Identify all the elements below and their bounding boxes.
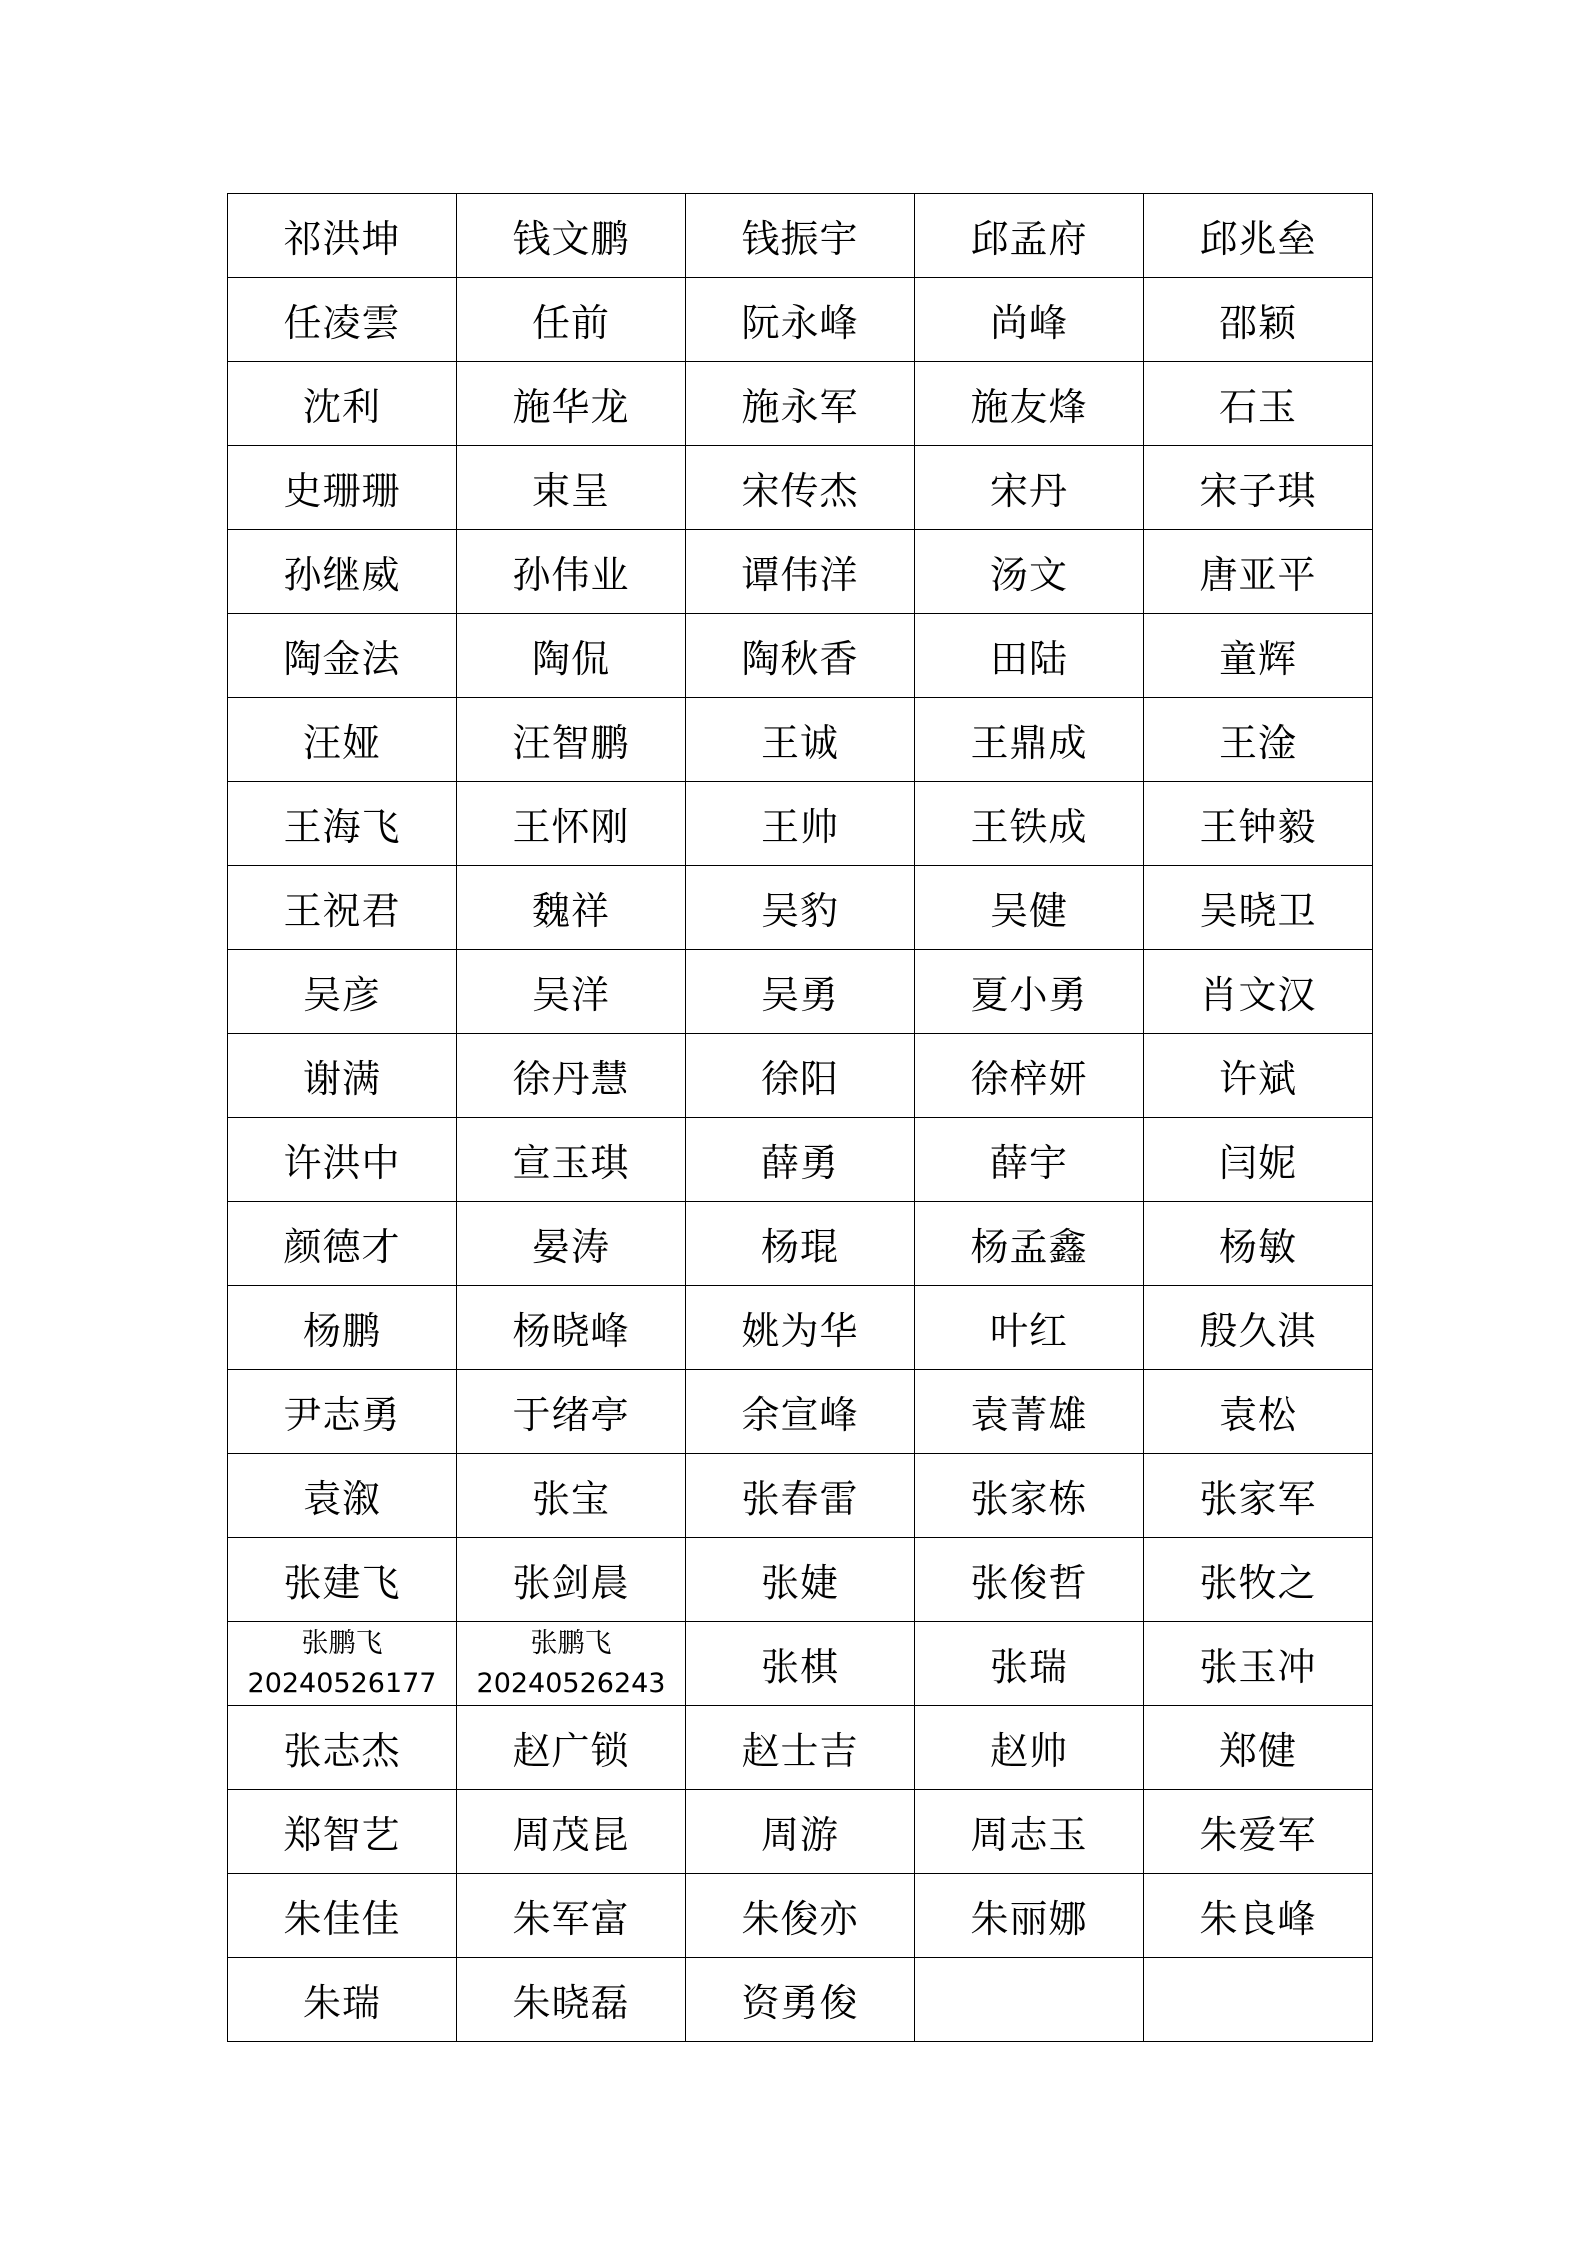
- cell-name: 张鹏飞: [301, 1627, 383, 1659]
- table-cell: 夏小勇: [915, 950, 1144, 1034]
- table-cell: 徐梓妍: [915, 1034, 1144, 1118]
- table-cell: 杨敏: [1144, 1202, 1373, 1286]
- table-row: [228, 1454, 1373, 1538]
- table-cell: 谭伟洋: [686, 530, 915, 614]
- table-cell: 周志玉: [915, 1790, 1144, 1874]
- table-row: [228, 446, 1373, 530]
- table-cell: 叶红: [915, 1286, 1144, 1370]
- table-cell: 吴洋: [457, 950, 686, 1034]
- table-cell: 张剑晨: [457, 1538, 686, 1622]
- table-row: [228, 1286, 1373, 1370]
- table-row: [228, 362, 1373, 446]
- table-row: [228, 782, 1373, 866]
- table-cell: 沈利: [228, 362, 457, 446]
- table-cell: 朱良峰: [1144, 1874, 1373, 1958]
- table-cell: 姚为华: [686, 1286, 915, 1370]
- table-cell: 杨鹏: [228, 1286, 457, 1370]
- table-row: [228, 698, 1373, 782]
- table-cell: 张俊哲: [915, 1538, 1144, 1622]
- table-cell: 汪智鹏: [457, 698, 686, 782]
- table-cell: 任凌雲: [228, 278, 457, 362]
- table-cell: 徐丹慧: [457, 1034, 686, 1118]
- table-cell: 史珊珊: [228, 446, 457, 530]
- table-cell: 孙继威: [228, 530, 457, 614]
- table-cell: 许洪中: [228, 1118, 457, 1202]
- table-cell: 张春雷: [686, 1454, 915, 1538]
- table-cell: 汤文: [915, 530, 1144, 614]
- table-cell: 陶秋香: [686, 614, 915, 698]
- table-row: [228, 1622, 1373, 1706]
- table-cell: 吴彦: [228, 950, 457, 1034]
- cell-id-number: 20240526177: [247, 1667, 437, 1699]
- table-cell: 杨孟鑫: [915, 1202, 1144, 1286]
- table-cell: 田陆: [915, 614, 1144, 698]
- table-cell: 吴豹: [686, 866, 915, 950]
- table-cell: [228, 1622, 457, 1706]
- table-cell: 邱兆垒: [1144, 194, 1373, 278]
- table-cell: 张家军: [1144, 1454, 1373, 1538]
- table-cell: 王铁成: [915, 782, 1144, 866]
- table-row: [228, 1706, 1373, 1790]
- table-cell: 资勇俊: [686, 1958, 915, 2042]
- table-cell: 宋子琪: [1144, 446, 1373, 530]
- table-cell: 施华龙: [457, 362, 686, 446]
- table-cell: 朱军富: [457, 1874, 686, 1958]
- table-row: [228, 1034, 1373, 1118]
- table-cell: 宋传杰: [686, 446, 915, 530]
- table-cell: 王钟毅: [1144, 782, 1373, 866]
- table-row: [228, 1538, 1373, 1622]
- table-cell: 朱俊亦: [686, 1874, 915, 1958]
- table-cell: 张牧之: [1144, 1538, 1373, 1622]
- table-cell: 郑健: [1144, 1706, 1373, 1790]
- table-cell: 袁溆: [228, 1454, 457, 1538]
- table-cell: 朱爱军: [1144, 1790, 1373, 1874]
- table-cell: 王诚: [686, 698, 915, 782]
- table-cell: 孙伟业: [457, 530, 686, 614]
- table-cell: 阮永峰: [686, 278, 915, 362]
- table-cell: 吴健: [915, 866, 1144, 950]
- table-cell: 周游: [686, 1790, 915, 1874]
- table-cell: 张家栋: [915, 1454, 1144, 1538]
- table-cell: 余宣峰: [686, 1370, 915, 1454]
- table-cell: 朱佳佳: [228, 1874, 457, 1958]
- table-row: [228, 1790, 1373, 1874]
- table-row: [228, 950, 1373, 1034]
- table-cell: 徐阳: [686, 1034, 915, 1118]
- table-cell: 宣玉琪: [457, 1118, 686, 1202]
- table-cell: 祁洪坤: [228, 194, 457, 278]
- table-cell: 邱孟府: [915, 194, 1144, 278]
- table-cell: 王祝君: [228, 866, 457, 950]
- table-cell: 任前: [457, 278, 686, 362]
- table-row: [228, 1958, 1373, 2042]
- table-cell: 朱丽娜: [915, 1874, 1144, 1958]
- table-cell: 施友烽: [915, 362, 1144, 446]
- table-cell: 张婕: [686, 1538, 915, 1622]
- table-cell: 赵帅: [915, 1706, 1144, 1790]
- table-row: [228, 614, 1373, 698]
- table-cell: 王鼎成: [915, 698, 1144, 782]
- table-cell: 张宝: [457, 1454, 686, 1538]
- table-cell: 宋丹: [915, 446, 1144, 530]
- table-cell: [1144, 1958, 1373, 2042]
- table-cell: 张志杰: [228, 1706, 457, 1790]
- table-cell: 张瑞: [915, 1622, 1144, 1706]
- table-row: [228, 866, 1373, 950]
- table-cell: 施永军: [686, 362, 915, 446]
- table-cell: 尚峰: [915, 278, 1144, 362]
- table-cell: 杨晓峰: [457, 1286, 686, 1370]
- table-cell: 童辉: [1144, 614, 1373, 698]
- table-cell: 袁松: [1144, 1370, 1373, 1454]
- table-cell: 晏涛: [457, 1202, 686, 1286]
- table-cell: 吴勇: [686, 950, 915, 1034]
- cell-id-number: 20240526243: [476, 1667, 666, 1699]
- table-cell: 朱晓磊: [457, 1958, 686, 2042]
- table-cell: 陶金法: [228, 614, 457, 698]
- table-cell: 钱振宇: [686, 194, 915, 278]
- table-cell: 吴晓卫: [1144, 866, 1373, 950]
- table-cell: 周茂昆: [457, 1790, 686, 1874]
- table-cell: 许斌: [1144, 1034, 1373, 1118]
- table-cell: 谢满: [228, 1034, 457, 1118]
- table-cell: 赵广锁: [457, 1706, 686, 1790]
- table-row: [228, 1874, 1373, 1958]
- table-cell: 钱文鹏: [457, 194, 686, 278]
- table-cell: [457, 1622, 686, 1706]
- table-cell: 魏祥: [457, 866, 686, 950]
- table-row: [228, 530, 1373, 614]
- table-cell: 邵颖: [1144, 278, 1373, 362]
- table-cell: 袁菁雄: [915, 1370, 1144, 1454]
- table-cell: 王海飞: [228, 782, 457, 866]
- name-roster-table: [227, 193, 1373, 2042]
- table-cell: 汪娅: [228, 698, 457, 782]
- table-cell: 石玉: [1144, 362, 1373, 446]
- table-cell: 王淦: [1144, 698, 1373, 782]
- table-row: [228, 194, 1373, 278]
- table-cell: 王帅: [686, 782, 915, 866]
- table-row: [228, 1370, 1373, 1454]
- table-row: [228, 1118, 1373, 1202]
- table-cell: 张建飞: [228, 1538, 457, 1622]
- table-cell: 张棋: [686, 1622, 915, 1706]
- table-cell: 郑智艺: [228, 1790, 457, 1874]
- table-cell: [915, 1958, 1144, 2042]
- table-cell: 束呈: [457, 446, 686, 530]
- roster-body: [228, 194, 1373, 2042]
- table-cell: 朱瑞: [228, 1958, 457, 2042]
- table-cell: 王怀刚: [457, 782, 686, 866]
- table-cell: 陶侃: [457, 614, 686, 698]
- table-cell: 尹志勇: [228, 1370, 457, 1454]
- table-cell: 颜德才: [228, 1202, 457, 1286]
- table-row: [228, 1202, 1373, 1286]
- table-cell: 于绪亭: [457, 1370, 686, 1454]
- table-cell: 唐亚平: [1144, 530, 1373, 614]
- table-cell: 薛勇: [686, 1118, 915, 1202]
- table-cell: 闫妮: [1144, 1118, 1373, 1202]
- cell-name: 张鹏飞: [530, 1627, 612, 1659]
- table-cell: 殷久淇: [1144, 1286, 1373, 1370]
- table-cell: 肖文汉: [1144, 950, 1373, 1034]
- table-row: [228, 278, 1373, 362]
- table-cell: 张玉冲: [1144, 1622, 1373, 1706]
- table-cell: 薛宇: [915, 1118, 1144, 1202]
- table-cell: 赵士吉: [686, 1706, 915, 1790]
- table-cell: 杨琨: [686, 1202, 915, 1286]
